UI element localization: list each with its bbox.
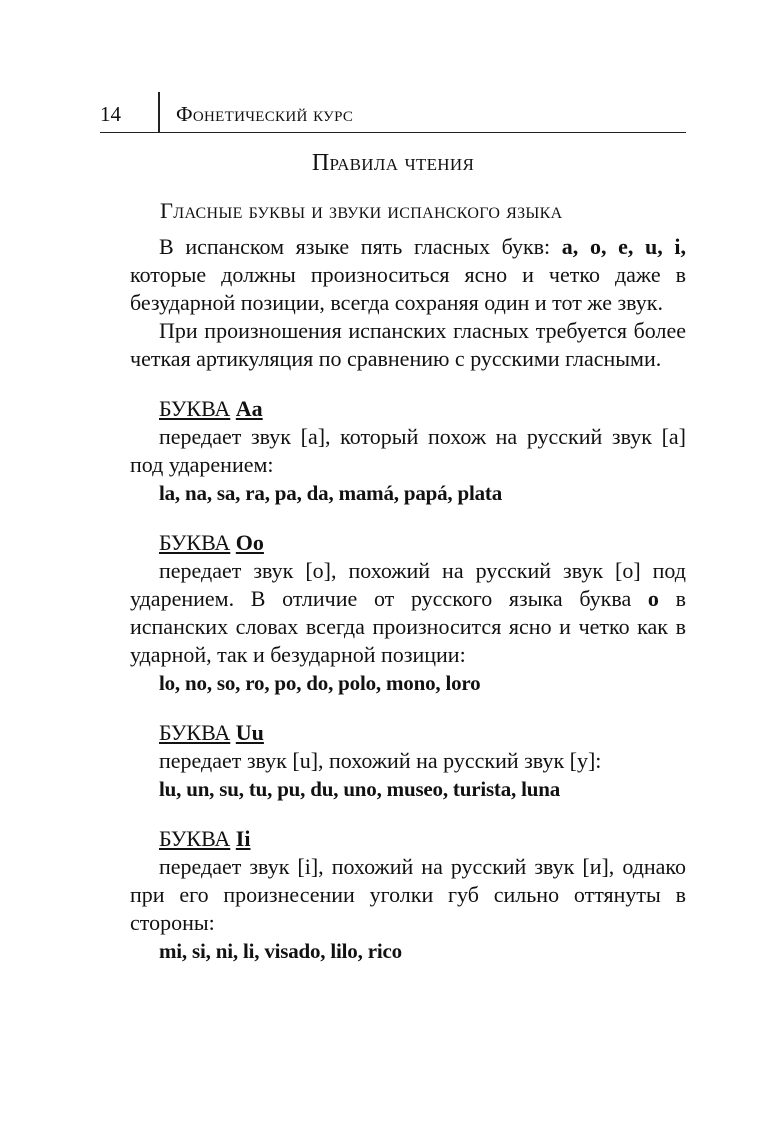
page-header	[100, 92, 686, 133]
letter-heading: БУКВА Oo	[159, 530, 264, 555]
example-words: la, na, sa, ra, pa, da, mamá, papá, plata	[159, 481, 503, 505]
letter-description: передает звук [o], похожий на русский звук [о] под ударением. В отличие от русского языка буква o в испанских словах всегда произносится ясно и четко как в ударной, так и безударной позиции:	[130, 558, 686, 667]
letter-block-a	[130, 395, 686, 507]
intro-paragraph-2: При произношения испанских гласных требуется более четкая артикуляция по сравнению с русскими гласными.	[130, 318, 686, 371]
letter-heading: БУКВА Aa	[159, 396, 263, 421]
example-words: lo, no, so, ro, po, do, polo, mono, loro	[159, 671, 481, 695]
letter-block-o	[130, 529, 686, 697]
letter-block-u	[130, 719, 686, 803]
example-words: mi, si, ni, li, visado, lilo, rico	[159, 939, 402, 963]
letter-block-i	[130, 825, 686, 965]
intro-paragraph-1: В испанском языке пять гласных букв: a, o, e, u, i, которые должны произноситься ясно и четко даже в безударной позиции, всегда сохраняя один и тот же звук.	[130, 234, 686, 315]
letter-name: Uu	[235, 720, 264, 745]
page-content	[130, 233, 686, 965]
running-title: Фонетический курс	[176, 102, 354, 126]
header-separator	[158, 92, 160, 132]
letter-name: Oo	[235, 530, 264, 555]
subsection-title: Гласные буквы и звуки испанского языка	[160, 198, 563, 223]
letter-description: передает звук [a], который похож на русский звук [а] под ударением:	[130, 424, 686, 477]
letter-description: передает звук [i], похожий на русский звук [и], однако при его произнесении уголки губ сильно оттянуты в стороны:	[130, 854, 686, 935]
section-title: Правила чтения	[311, 150, 475, 176]
vowel-list: a, o, e, u, i,	[561, 234, 686, 259]
letter-heading: БУКВА Ii	[159, 826, 251, 851]
page-number: 14	[100, 102, 121, 126]
letter-name: Ii	[235, 826, 251, 851]
letter-name: Aa	[235, 396, 263, 421]
letter-description: передает звук [u], похожий на русский звук [у]:	[159, 748, 602, 773]
letter-heading: БУКВА Uu	[159, 720, 264, 745]
example-words: lu, un, su, tu, pu, du, uno, museo, turista, luna	[159, 777, 561, 801]
